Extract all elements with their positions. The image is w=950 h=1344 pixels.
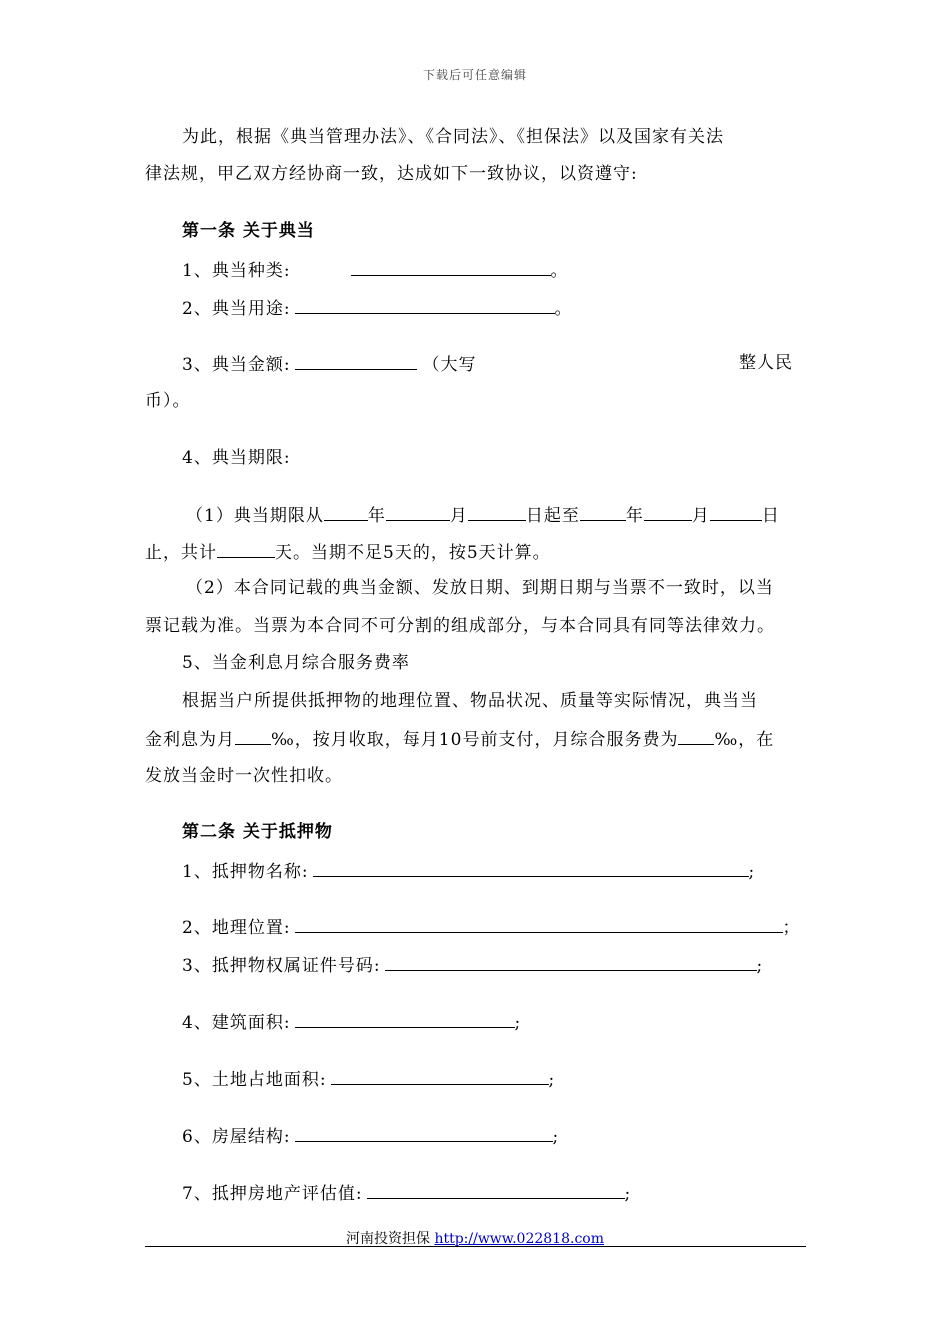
- item-label: 2、典当用途:: [182, 299, 291, 319]
- item-end: ;: [514, 1013, 522, 1033]
- blank-field[interactable]: [644, 503, 692, 521]
- item-end: ;: [552, 1127, 560, 1147]
- article-1-item-3-tail: 整人民: [739, 353, 793, 373]
- item-label: 1、抵押物名称:: [182, 862, 309, 882]
- footer-company: 河南投资担保: [345, 1231, 435, 1247]
- item-end: ;: [548, 1070, 556, 1090]
- blank-field[interactable]: [386, 503, 450, 521]
- item-5-text: ‰，在: [714, 730, 775, 750]
- item-5-line-3: 发放当金时一次性扣收。: [145, 766, 343, 786]
- blank-field[interactable]: [295, 352, 417, 370]
- intro-line-2: 律法规，甲乙双方经协商一致，达成如下一致协议，以资遵守:: [145, 164, 638, 184]
- article-2-item-4: [182, 1010, 521, 1034]
- item-5-text: 金利息为月: [145, 730, 235, 750]
- term-text: 日起至: [525, 506, 580, 526]
- intro-line-1: 为此，根据《典当管理办法》、《合同法》、《担保法》以及国家有关法: [182, 127, 724, 147]
- article-2-item-7: [182, 1181, 631, 1205]
- item-5-text: ‰，按月收取，每月10号前支付，月综合服务费为: [271, 730, 679, 750]
- item-end: ;: [748, 862, 756, 882]
- blank-field[interactable]: [295, 1010, 515, 1028]
- term-text: （1）典当期限从: [186, 506, 324, 526]
- footer-divider: [145, 1246, 806, 1247]
- article-2-item-2: [182, 915, 801, 939]
- term-text: 年: [367, 506, 386, 526]
- blank-field[interactable]: [324, 503, 368, 521]
- term-text: 月: [449, 506, 468, 526]
- article-1-item-2: [182, 296, 573, 320]
- page-footer: [0, 1228, 950, 1248]
- blank-field[interactable]: [235, 727, 271, 745]
- blank-field[interactable]: [295, 915, 783, 933]
- article-1-item-1: [182, 258, 569, 282]
- blank-field[interactable]: [351, 258, 551, 276]
- article-1-item-4: 4、典当期限:: [182, 448, 291, 468]
- item-5-line-1: 根据当户所提供抵押物的地理位置、物品状况、质量等实际情况，典当当: [182, 691, 758, 711]
- article-2-item-3: [182, 953, 763, 977]
- item-end: ;: [624, 1184, 632, 1204]
- term-text: 日: [761, 506, 780, 526]
- term-2-line-2: 票记载为准。当票为本合同不可分割的组成部分，与本合同具有同等法律效力。: [145, 616, 775, 636]
- term-text: 月: [691, 506, 710, 526]
- article-2-item-5: [182, 1067, 555, 1091]
- item-label: 4、建筑面积:: [182, 1013, 291, 1033]
- article-2-item-1: [182, 859, 755, 883]
- article-1-item-3: [182, 352, 477, 376]
- blank-field[interactable]: [580, 503, 626, 521]
- item-5-line-2: [145, 727, 774, 751]
- blank-field[interactable]: [295, 1124, 553, 1142]
- item-end: ；: [782, 918, 801, 938]
- blank-field[interactable]: [385, 953, 757, 971]
- article-1-item-3-line2: 币）。: [145, 391, 191, 411]
- blank-field[interactable]: [678, 727, 714, 745]
- item-label: 3、抵押物权属证件号码:: [182, 956, 381, 976]
- article-1-title: 第一条 关于典当: [182, 221, 315, 241]
- term-2-line-1: （2）本合同记载的典当金额、发放日期、到期日期与当票不一致时，以当: [186, 578, 774, 598]
- blank-field[interactable]: [367, 1181, 625, 1199]
- item-label: 6、房屋结构:: [182, 1127, 291, 1147]
- item-label: 2、地理位置:: [182, 918, 291, 938]
- blank-field[interactable]: [313, 859, 749, 877]
- term-text: 止，共计: [145, 543, 217, 563]
- article-2-item-6: [182, 1124, 559, 1148]
- term-1-line-2: [145, 540, 551, 564]
- blank-field[interactable]: [468, 503, 526, 521]
- item-label: 1、典当种类:: [182, 261, 291, 281]
- blank-field[interactable]: [710, 503, 762, 521]
- item-end: 。: [554, 299, 573, 319]
- footer-link[interactable]: http://www.022818.com: [434, 1231, 604, 1247]
- article-2-title: 第二条 关于抵押物: [182, 822, 333, 842]
- header-note: 下载后可任意编辑: [422, 68, 527, 82]
- article-1-item-5: 5、当金利息月综合服务费率: [182, 653, 410, 673]
- item-end: 。: [550, 261, 569, 281]
- blank-field[interactable]: [217, 540, 275, 558]
- item-label: 7、抵押房地产评估值:: [182, 1184, 363, 1204]
- item-paren: （大写: [422, 355, 477, 375]
- term-text: 年: [625, 506, 644, 526]
- item-label: 3、典当金额:: [182, 355, 291, 375]
- blank-field[interactable]: [331, 1067, 549, 1085]
- term-1-line-1: [186, 503, 780, 527]
- term-text: 天。当期不足5天的，按5天计算。: [275, 543, 551, 563]
- item-label: 5、土地占地面积:: [182, 1070, 327, 1090]
- blank-field[interactable]: [295, 296, 555, 314]
- item-end: ;: [756, 956, 764, 976]
